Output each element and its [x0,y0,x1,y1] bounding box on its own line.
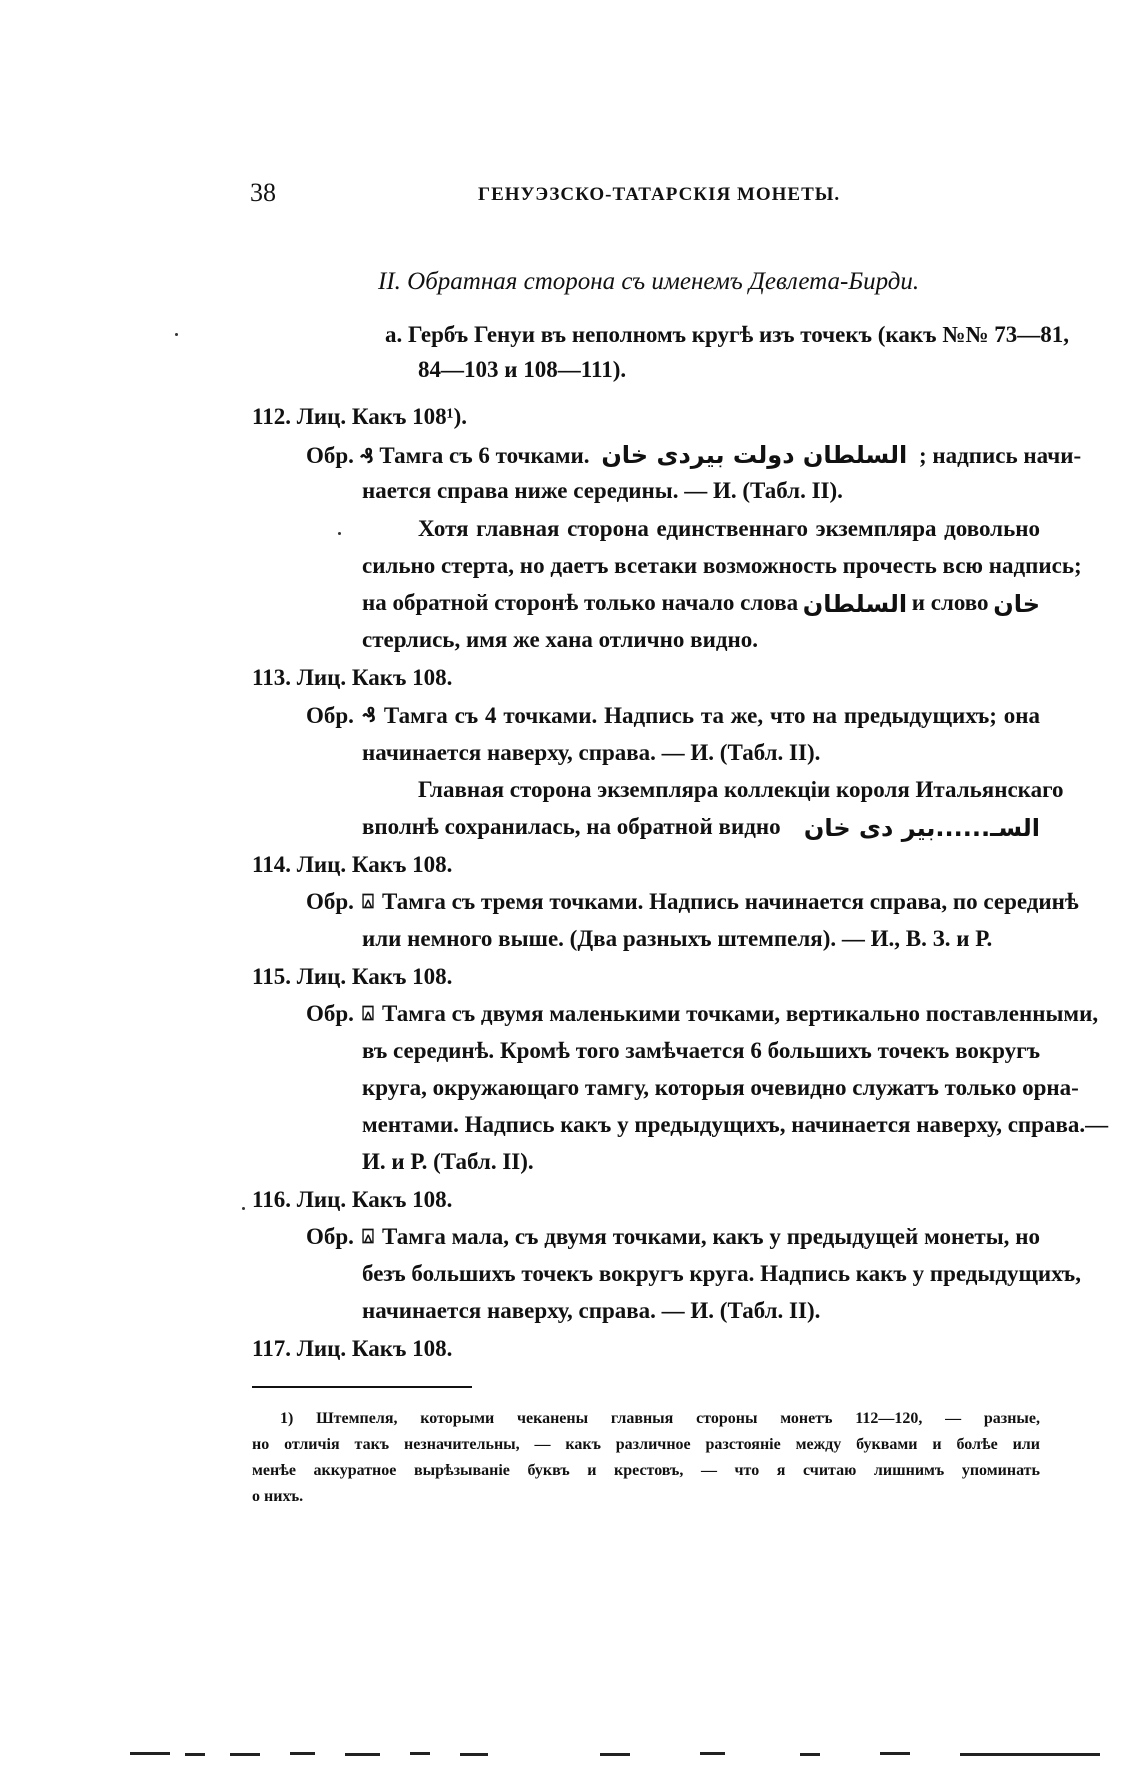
entry-116-reverse-line-2: безъ большихъ точекъ вокругъ круга. Надпись какъ у предыдущихъ, [362,1261,1081,1286]
entry-number: 116. [252,1187,291,1212]
obverse-label: Лиц. [296,665,347,690]
entry-115-heading [252,964,452,990]
entry-115-reverse-line-1 [306,1001,1099,1027]
note-text: и слово [911,590,989,615]
entry-112-heading [252,404,467,430]
entry-112-note-line-3 [362,590,1040,618]
reverse-text-continued: ; надпись начи- [918,443,1082,468]
scan-edge-mark [410,1752,430,1755]
entry-113-reverse-line-2: начинается наверху, справа. — И. (Табл. II). [362,740,821,765]
footnote-line-1: 1) Штемпеля, которыми чеканены главныя стороны монетъ 112—120, — разные, [280,1410,1040,1427]
note-text: вполнѣ сохранилась, на обратной видно [362,814,781,839]
reverse-text: Тамга съ тремя точками. Надпись начинается справа, по серединѣ [381,889,1079,914]
footnote-line-2: но отличія такъ незначительны, — какъ различное разстояніе между буквами и болѣе или [252,1436,1040,1453]
arabic-word: خان [993,590,1040,618]
entry-number: 115. [252,964,291,989]
scan-edge-mark [880,1752,910,1755]
tamga-icon: ₰ [361,703,376,727]
note-text: на обратной сторонѣ только начало слова [362,590,799,615]
entry-112-reverse-line-1 [306,441,1081,469]
entry-number: 117. [252,1336,291,1361]
obverse-text: Какъ 108. [351,1187,453,1212]
entry-115-reverse-line-4: ментами. Надпись какъ у предыдущихъ, начинается наверху, справа.— [362,1112,1109,1137]
page-number: 38 [250,178,276,207]
entry-114-reverse-line-1 [306,889,1079,915]
entry-115-reverse-line-5: И. и Р. (Табл. II). [362,1149,534,1174]
reverse-label: Обр. [306,443,354,468]
arabic-inscription: السـ......بير دى خان [803,814,1040,842]
scan-edge-mark [185,1753,205,1756]
obverse-text: Какъ 108. [351,852,453,877]
entry-112-reverse-line-2: нается справа ниже середины. — И. (Табл. II). [362,478,843,503]
reverse-label: Обр. [306,1224,354,1249]
scan-speck [338,532,341,535]
entry-number: 114. [252,852,291,877]
entry-115-reverse-line-2: въ серединѣ. Кромѣ того замѣчается 6 большихъ точекъ вокругъ [362,1038,1040,1063]
entry-116-reverse-line-3: начинается наверху, справа. — И. (Табл. II). [362,1298,821,1323]
section-title: II. Обратная сторона съ именемъ Девлета-Бирди. [378,268,920,295]
entry-114-reverse-line-2: или немного выше. (Два разныхъ штемпеля). — И., В. З. и Р. [362,926,993,951]
reverse-text: Тамга съ 6 точками. [379,443,590,468]
tamga-icon: ₰ [359,444,374,468]
reverse-label: Обр. [306,703,354,728]
reverse-text: Тамга съ двумя маленькими точками, вертикально поставленными, [381,1001,1099,1026]
tamga-icon: ⍓ [361,1224,374,1248]
entry-number: 113. [252,665,291,690]
scan-edge-mark [230,1753,260,1756]
entry-114-heading [252,852,452,878]
scan-edge-mark [345,1753,380,1756]
entry-117-heading [252,1336,452,1362]
entry-113-reverse-line-1 [306,703,1040,729]
entry-113-note-line-2 [362,814,1040,842]
scan-edge-mark [800,1753,820,1756]
obverse-label: Лиц. [296,852,347,877]
arabic-word: السلطان [802,590,908,618]
entry-115-reverse-line-3: круга, окружающаго тамгу, которыя очевидно служатъ только орна- [362,1075,1079,1100]
intro-line-2: 84—103 и 108—111). [418,357,627,382]
entry-number: 112. [252,404,291,429]
scan-speck [175,333,178,336]
intro-line-1: а. Гербъ Генуи въ неполномъ кругѣ изъ точекъ (какъ №№ 73—81, [385,322,1069,347]
entry-112-note-line-4: стерлись, имя же хана отлично видно. [362,627,758,652]
tamga-icon: ⍓ [361,889,374,913]
obverse-text: Какъ 108¹). [351,404,467,429]
running-title: ГЕНУЭЗСКО-ТАТАРСКІЯ МОНЕТЫ. [478,184,841,205]
reverse-text: Тамга мала, съ двумя точками, какъ у предыдущей монеты, но [381,1224,1040,1249]
obverse-label: Лиц. [296,1187,347,1212]
entry-113-heading [252,665,452,691]
scan-edge-mark [700,1752,725,1755]
scan-edge-mark [960,1753,1100,1756]
scan-edge-mark [290,1752,315,1755]
obverse-label: Лиц. [296,964,347,989]
obverse-text: Какъ 108. [351,1336,453,1361]
obverse-label: Лиц. [296,404,347,429]
scan-edge-mark [460,1753,488,1756]
reverse-text: Тамга съ 4 точками. Надпись та же, что на предыдущихъ; она [383,703,1040,728]
arabic-inscription: السلطان دولت بيردى خان [601,441,908,469]
scan-edge-mark [130,1752,170,1755]
footnote-rule [252,1386,472,1388]
obverse-text: Какъ 108. [351,964,453,989]
obverse-text: Какъ 108. [351,665,453,690]
scan-speck [242,1207,245,1210]
footnote-line-3: менѣе аккуратное вырѣзываніе буквъ и крестовъ, — что я считаю лишнимъ упоминать [252,1462,1040,1479]
entry-112-note-line-1: Хотя главная сторона единственнаго экземпляра довольно [418,516,1040,541]
tamga-icon: ⍓ [361,1001,374,1025]
footnote-line-4: о нихъ. [252,1488,304,1505]
reverse-label: Обр. [306,889,354,914]
entry-116-reverse-line-1 [306,1224,1040,1250]
entry-116-heading [252,1187,452,1213]
scan-edge-mark [600,1753,630,1756]
entry-112-note-line-2: сильно стерта, но даетъ всетаки возможность прочесть всю надпись; [362,553,1082,578]
entry-113-note-line-1: Главная сторона экземпляра коллекціи короля Итальянскаго [418,777,1064,802]
reverse-label: Обр. [306,1001,354,1026]
obverse-label: Лиц. [296,1336,347,1361]
